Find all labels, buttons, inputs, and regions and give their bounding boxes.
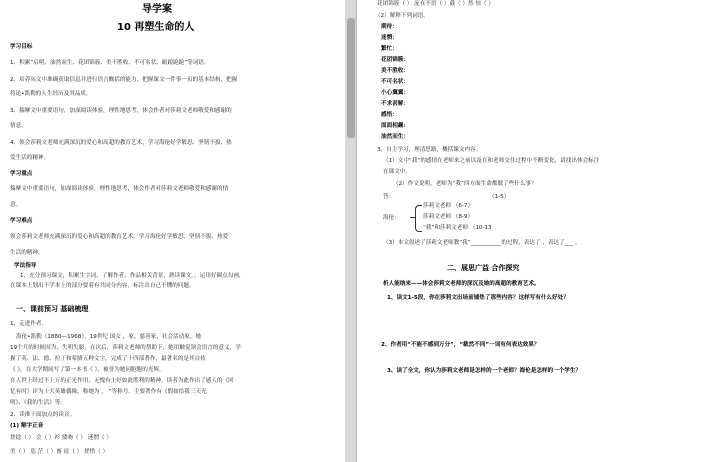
pinyin-row: 搓捻（ ） 会（ ）衫 搂吻（ ） 迷惘（ ） (10, 435, 112, 441)
answer-label: 答： (383, 194, 395, 200)
part2-question-1: 1、读文1-5段，你在莎莉文出场前铺垫了那些内容？这样写有什么好处？ (387, 295, 569, 301)
key-line: 意。 (10, 202, 22, 208)
bio-line: 握了英、法、德、拉丁和希腊五种文字，完成了十四部著作，最著名的是其自传 (10, 356, 206, 362)
bio-line: 忆有时》评为十大英雄偶像，称她为 ， ”等称号。主要著作有《假如给我三天光 (10, 389, 207, 395)
bio-line: 《 》。在大学期间写了第一本书《 》，被誉为她同胞胞的光辉， (10, 367, 165, 373)
vocab-item: 面面相觑： (381, 123, 409, 129)
bio-line: 海伦•凯勒（1880—1968），19世纪 国女 ，家，慈善家，社会活动家。她 (16, 334, 202, 340)
diagram-prefix: 海伦： (383, 215, 400, 221)
diagram-top-label: （1-5） (489, 194, 510, 200)
part2-question-2: 2、作者用“不能不感到万分”，“截然不同”一词有何表达效果？ (381, 342, 540, 348)
guide-heading: 学法指导 (14, 263, 37, 269)
pinyin-continued: 花团锦簇（ ） 庞在不语（ ）截（ ）然 惊（ ） (377, 1, 494, 7)
bio-line: 19个月的时候因为，失明失聪，在次后，莎莉文老师的帮助下，她用触觉领会语言的意义，学 (10, 345, 241, 351)
key-line: 揣摩文中重要语句，加深阅读体验，理性地思考，体会作者对莎莉文老师敬爱和感谢的情 (10, 186, 229, 192)
goal-line: 3、揣摩文中重要语句，加深阅读体验，理性地思考，体会作者对莎莉文老师敬爱和感谢的 (10, 108, 232, 114)
vocab-item: 油然而生： (381, 134, 409, 140)
goal-line: 情意。 (10, 123, 27, 129)
part2-question-3: 3、读了全文，你认为莎莉文老师是怎样的一个老师？海伦是怎样的一个学生？ (387, 368, 582, 374)
goal-line: 4、领会莎莉文老师充满深沉的爱心和高超的教育艺术，学习海伦好学敏思、坚韧不拔、热 (10, 140, 232, 146)
part1-sub2: 2、读准下面加点的读音。 (10, 412, 76, 418)
vocab-sub: （2）解释下列词语。 (375, 13, 429, 19)
guide-line: 1、充分预习课文，积累生字词，了解作者、作品相关背景，熟读课文。，运用好圈点勾画， (20, 273, 245, 279)
goal-line: 1、积累“启明、油然而生、花团锦簇、美不胜收、不可名状、踉踉跄跄”等词语。 (10, 60, 210, 66)
vocab-item: 美不胜收： (381, 68, 409, 74)
vocab-item: 感悟： (381, 112, 398, 118)
lesson-title: 10 再塑生命的人 (117, 22, 195, 33)
vocab-item: 期待： (381, 24, 398, 30)
vocab-item: 小心翼翼： (381, 90, 409, 96)
q3-1b-line: 在课文中。 (383, 169, 411, 175)
diagram-row: “我”和莎莉文老师 （10-13 (423, 225, 492, 231)
vocab-item: 不可名状： (381, 79, 409, 85)
page-header: 导学案 (142, 4, 172, 15)
difficulty-line: 领会莎莉文老师充满深沉的爱心和高超的教育艺术，学习海伦好学敏思、坚韧不拔、热爱 (10, 234, 229, 240)
part1-sub: 1、走进作者。 (10, 321, 48, 327)
part2-heading: 二、展思广益 合作探究 (447, 264, 520, 272)
diagram-row: 莎莉文老师 （8-9） (423, 214, 474, 220)
difficulty-line: 生活的精神。 (10, 250, 44, 256)
goal-line: 将论•凯勒的人生经历及其品质。 (10, 91, 92, 97)
pinyin-row: 美（ ） 恣 茫（ ）畜 徒（ ） 搓惜（ ） (10, 449, 109, 455)
bio-line: 明》、《我的生活》等。 (10, 400, 66, 406)
q3-line: 3、自主学习，理清思路，概括课文内容。 (377, 147, 482, 153)
guide-line: 在课本上划出不学本上的部分要着有共同分内容，标注出自己不懂的问题。 (10, 283, 195, 289)
diagram-brace (415, 205, 422, 232)
vocab-item: 不求甚解： (381, 101, 409, 107)
vocab-item: 迷惘： (381, 35, 398, 41)
q3-2-line: （2）作文说明，老师为“我”四方面生命都做了些什么事？ (393, 181, 537, 187)
page-gap-scrollbar[interactable] (345, 0, 357, 462)
document-page-left (0, 0, 345, 462)
part1-sub3: (1) 解字正音 (10, 423, 44, 429)
vocab-item: 花团锦簇： (381, 57, 409, 63)
difficulty-heading: 学习难点 (10, 218, 33, 224)
part1-heading: 一、课前预习 基础梳理 (16, 305, 89, 313)
document-page-right (357, 0, 715, 462)
part2-intro: 析人能纳来——体会莎莉文老师的深沉及她的高超的教育艺术。 (383, 281, 540, 287)
goals-heading: 学习目标 (10, 44, 33, 50)
diagram-brace-tick (410, 217, 415, 218)
key-heading: 学习重点 (10, 171, 33, 177)
q3-1-line: （1）文中“我”的感情在老师来之前以及在和老师交往过程中不断变化，请找出体会标注 (383, 158, 600, 164)
diagram-row: 莎莉文老师 （6-7） (423, 203, 474, 209)
vocab-item: 繁忙： (381, 46, 398, 52)
bio-line: 在人世上经过不上万的正光作用，无愧有上好如此胜利的精神，读者为此作出了感人的《回 (10, 378, 234, 384)
scroll-thumb[interactable] (347, 18, 355, 138)
goal-line: 2、培养从文中准确获取信息并进行语言概括的能力，把握课文一件事一页的基本结构，把握 (10, 77, 238, 83)
goal-line: 爱生活的精神。 (10, 155, 50, 161)
q3-3-line: （3）本文叙述了莎莉文老师教“我”___________的过程，表达了 ，表达了___ 。 (383, 240, 581, 246)
